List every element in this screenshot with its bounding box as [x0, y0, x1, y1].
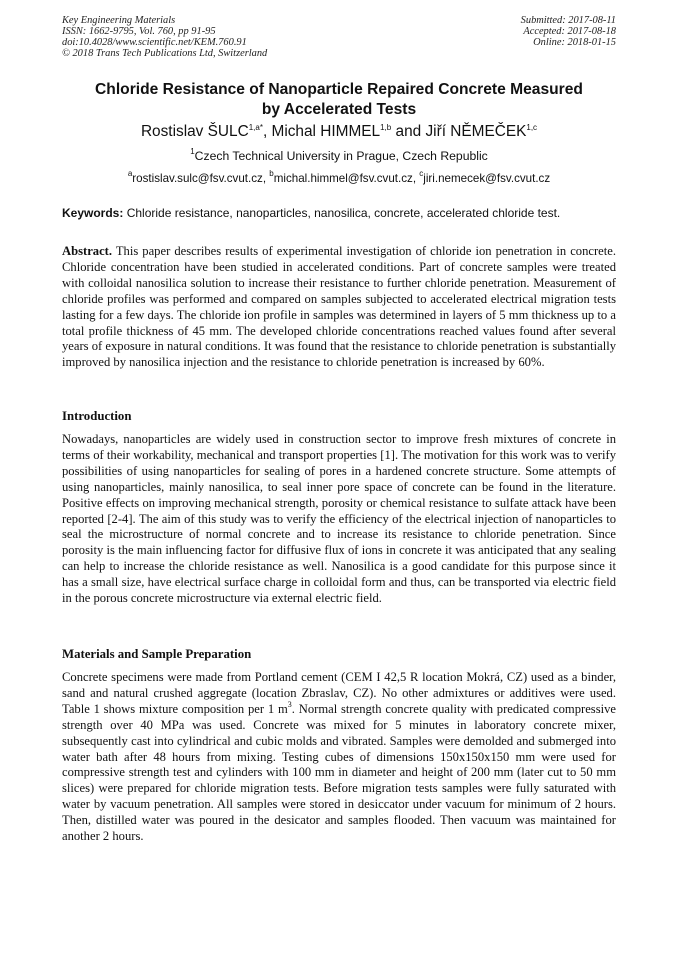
- affiliation: [62, 147, 616, 165]
- author-emails: [62, 170, 616, 188]
- author-separator: and: [391, 123, 426, 140]
- materials-text-part-2: . Normal strength concrete quality with predicated compressive strength over 40 MPa was used. Concrete was mixed for 5 minutes in laboratory concrete mixer, subsequently cast into cylindrical and cubic molds and vibrated. Samples were demolded and submerged into water bath after 48 hours from mixing. Testing cubes of dimensions 150x150x150 mm were used for compressive strength test and cylinders with 100 mm in diameter and height of 200 mm (later cut to 50 mm slices) were prepared for chloride migration tests. Before migration tests samples were fully saturated with water by vacuum penetration. All samples were stored in desiccator under vacuum for minimum of 2 hours. Then, distilled water was poured in the desicator and samples flooded. Then vacuum was maintained for another 2 hours.: [62, 701, 616, 844]
- author-2-affil: 1,b: [380, 123, 392, 132]
- email-link[interactable]: rostislav.sulc@fsv.cvut.cz,: [132, 172, 270, 185]
- journal-issn: ISSN: 1662-9795, Vol. 760, pp 91-95: [62, 26, 216, 37]
- journal-copyright: © 2018 Trans Tech Publications Ltd, Switzerland: [62, 48, 268, 59]
- title-line-1: Chloride Resistance of Nanoparticle Repaired Concrete Measured: [95, 81, 583, 98]
- author-1-affil: 1,a*: [248, 123, 263, 132]
- keywords-text: Chloride resistance, nanoparticles, nanosilica, concrete, accelerated chloride test.: [123, 206, 561, 220]
- cubic-meter-exponent: 3: [287, 699, 292, 709]
- keywords: [62, 204, 616, 222]
- online-date: Online: 2018-01-15: [533, 37, 616, 48]
- author-1: Rostislav ŠULC: [140, 123, 249, 140]
- author-2: Michal HIMMEL: [271, 123, 381, 140]
- submission-dates: [521, 15, 616, 48]
- abstract-paragraph: [62, 244, 616, 371]
- author-list: [62, 121, 616, 143]
- submitted-date: Submitted: 2017-08-11: [520, 15, 616, 26]
- title-line-2: by Accelerated Tests: [261, 101, 417, 118]
- affiliation-text: Czech Technical University in Prague, Czech Republic: [194, 149, 488, 163]
- materials-heading: Materials and Sample Preparation: [62, 647, 252, 661]
- abstract-text: This paper describes results of experimental investigation of chloride ion penetration in concrete. Chloride concentration have been studied in accelerated conditions. Part of concrete samples were treated with colloidal nanosilica solution to increase their resistance to further chloride penetration. Measurement of chloride profiles was performed and compared on samples subjected to accelerated electrical migration tests lasting for a few days. The chloride ion profile in samples was determined in layers of 5 mm thickness up to a total profile thickness of 45 mm. The developed chloride concentrations reached values found after several years of exposure in natural conditions. It was found that the resistance to chloride penetration is substantially improved by nanosilica injection and the resistance to chloride penetration is increased by 60%.: [62, 244, 616, 370]
- author-3-affil: 1,c: [526, 123, 538, 132]
- introduction-heading: Introduction: [62, 409, 132, 423]
- materials-paragraph: [62, 670, 616, 845]
- email-marker: c: [419, 169, 424, 178]
- abstract-label: Abstract.: [62, 244, 113, 258]
- materials-text-part-1: Concrete specimens were made from Portland cement (CEM I 42,5 R location Mokrá, CZ) used as a binder, sand and natural crushed aggregate (location Zbraslav, CZ). No other admixtures or additives were used. Table 1 shows mixture composition per 1 m: [62, 670, 616, 716]
- journal-info: [62, 15, 267, 59]
- author-3: Jiří NĚMEČEK: [425, 123, 527, 140]
- email-link[interactable]: michal.himmel@fsv.cvut.cz,: [273, 172, 420, 185]
- journal-name: Key Engineering Materials: [62, 15, 176, 26]
- journal-doi: doi:10.4028/www.scientific.net/KEM.760.91: [62, 37, 247, 48]
- keywords-label: Keywords:: [62, 206, 124, 220]
- affiliation-marker: 1: [190, 147, 195, 156]
- email-marker: b: [269, 169, 274, 178]
- accepted-date: Accepted: 2017-08-18: [523, 26, 616, 37]
- author-separator: ,: [262, 123, 272, 140]
- email-marker: a: [127, 169, 133, 178]
- introduction-paragraph: Nowadays, nanoparticles are widely used in construction sector to improve fresh mixtures of concrete in terms of their workability, mechanical and transport properties [1]. The motivation for this work was to verify possibilities of using nanoparticles for sealing of pores in a hardened concrete structure. Some attempts of using nanoparticles, mainly nanosilica, to seal inner pore space of concrete can be found in the literature. Positive effects on improving mechanical strength, porosity or chemical resistance to sulfate attack have been reported [2-4]. The aim of this study was to verify the efficiency of the electrical injection of nanoparticles to seal the microstructure of normal concrete and to increase its resistance to chloride penetration. Since porosity is the main influencing factor for diffusive flux of ions in concrete it was anticipated that any sealing can help to increase the chloride resistance as well. Nanosilica is a good candidate for this purpose since it has a small size, have electrical surface charge in colloidal form and thus, can be transported via electric field in the porous concrete microstructure via external electric field.: [62, 432, 616, 606]
- paper-title: [62, 80, 616, 120]
- email-link[interactable]: jiri.nemecek@fsv.cvut.cz: [423, 172, 551, 185]
